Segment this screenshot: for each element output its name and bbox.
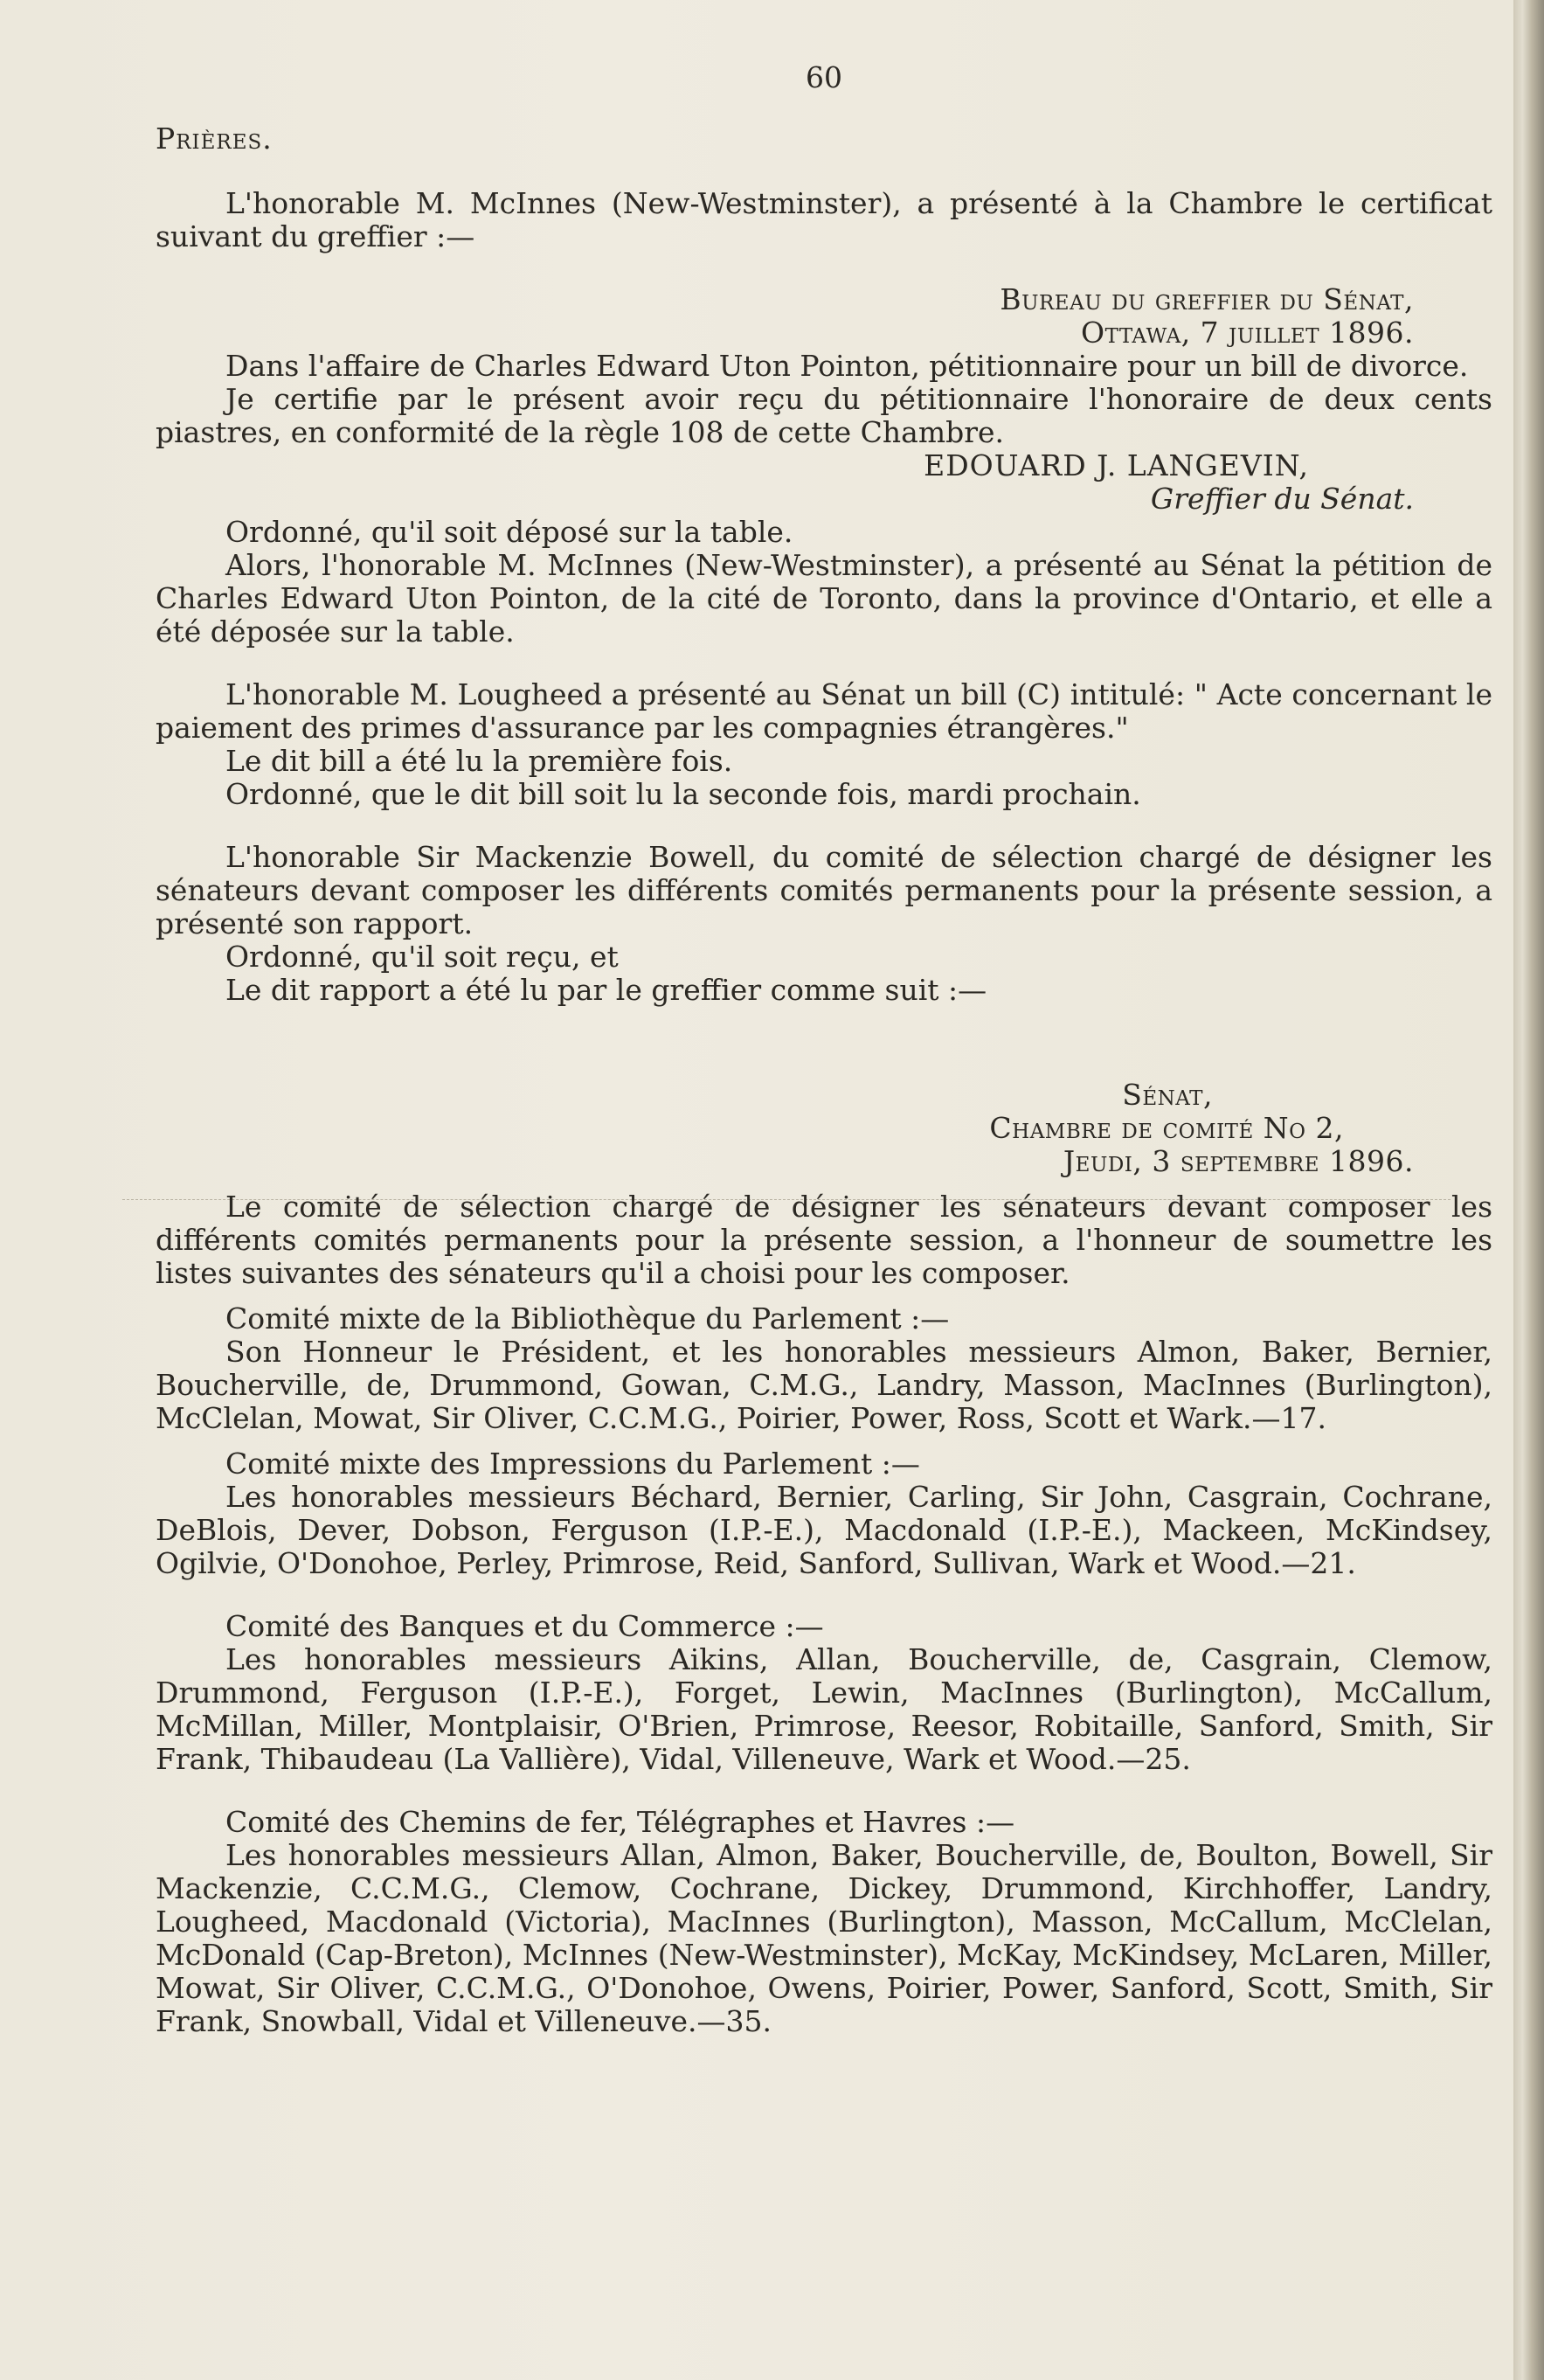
cert-body-2: Je certifie par le présent avoir reçu du pétitionnaire l'honoraire de deux cents piastres, en conformité de la règle 108 de cette Chambre. xyxy=(156,382,1492,449)
paragraph-bill-c: L'honorable M. Lougheed a présenté au Sénat un bill (C) intitulé: " Acte concernant le paiement des primes d'assurance par les compagnies étrangères." xyxy=(156,677,1492,745)
committee-members-banking: Les honorables messieurs Aikins, Allan, Boucherville, de, Casgrain, Clemow, Drummond, Ferguson (I.P.-E.), Forget, Lewin, MacInnes (Burlington), McCallum, McMillan, Miller, Montplaisir, O'Brien, Primrose, Reesor, Robitaille, Sanford, Smith, Sir Frank, Thibaudeau (La Vallière), Vidal, Villeneuve, Wark et Wood.—25. xyxy=(156,1642,1492,1776)
page-edge xyxy=(1513,0,1544,2380)
paragraph-certificate-intro: L'honorable M. McInnes (New-Westminster), a présenté à la Chambre le certificat suivant du greffier :— xyxy=(156,186,1492,253)
committee-members-printing: Les honorables messieurs Béchard, Bernier, Carling, Sir John, Casgrain, Cochrane, DeBlois, Dever, Dobson, Ferguson (I.P.-E.), Macdonald (I.P.-E.), Mackeen, McKindsey, Ogilvie, O'Donohoe, Perley, Primrose, Reid, Sanford, Sullivan, Wark et Wood.—21. xyxy=(156,1480,1492,1580)
cert-place-date: Ottawa, 7 juillet 1896. xyxy=(1081,316,1414,350)
paragraph-ordered-table: Ordonné, qu'il soit déposé sur la table. xyxy=(225,515,793,549)
committee-title-railways: Comité des Chemins de fer, Télégraphes et Havres :— xyxy=(225,1805,1015,1839)
cert-signature-title: Greffier du Sénat. xyxy=(1150,482,1414,516)
committee-title-banking: Comité des Banques et du Commerce :— xyxy=(225,1609,824,1643)
report-senate: Sénat, xyxy=(1122,1078,1213,1112)
paragraph-second-reading: Ordonné, que le dit bill soit lu la seconde fois, mardi prochain. xyxy=(225,777,1141,811)
section-heading: Prières. xyxy=(156,121,273,156)
committee-title-printing: Comité mixte des Impressions du Parlement :— xyxy=(225,1447,920,1481)
report-intro: Le comité de sélection chargé de désigner les sénateurs devant composer les différents comités permanents pour la présente session, a l'honneur de soumettre les listes suivantes des sénateurs qu'il a choisi pour les composer. xyxy=(156,1190,1492,1290)
cert-signature: EDOUARD J. LANGEVIN, xyxy=(924,448,1309,482)
paragraph-petition: Alors, l'honorable M. McInnes (New-Westminster), a présenté au Sénat la pétition de Charles Edward Uton Pointon, de la cité de Toronto, dans la province d'Ontario, et elle a été déposée sur la table. xyxy=(156,548,1492,649)
committee-members-library: Son Honneur le Président, et les honorables messieurs Almon, Baker, Bernier, Boucherville, de, Drummond, Gowan, C.M.G., Landry, Masson, MacInnes (Burlington), McClelan, Mowat, Sir Oliver, C.C.M.G., Poirier, Power, Ross, Scott et Wark.—17. xyxy=(156,1335,1492,1435)
paragraph-ordered-received: Ordonné, qu'il soit reçu, et xyxy=(225,940,619,974)
cert-body-1: Dans l'affaire de Charles Edward Uton Pointon, pétitionnaire pour un bill de divorce. xyxy=(225,349,1469,383)
report-room: Chambre de comité No 2, xyxy=(989,1111,1344,1145)
document-body xyxy=(156,61,1492,2038)
cert-office: Bureau du greffier du Sénat, xyxy=(1000,282,1414,316)
paragraph-selection-report: L'honorable Sir Mackenzie Bowell, du comité de sélection chargé de désigner les sénateurs devant composer les différents comités permanents pour la présente session, a présenté son rapport. xyxy=(156,840,1492,940)
paragraph-report-read: Le dit rapport a été lu par le greffier comme suit :— xyxy=(225,973,987,1007)
paragraph-first-reading: Le dit bill a été lu la première fois. xyxy=(225,744,733,778)
page-number: 60 xyxy=(806,60,842,94)
committee-members-railways: Les honorables messieurs Allan, Almon, Baker, Boucherville, de, Boulton, Bowell, Sir Mackenzie, C.C.M.G., Clemow, Cochrane, Dickey, Drummond, Kirchhoffer, Landry, Lougheed, Macdonald (Victoria), MacInnes (Burlington), Masson, McCallum, McClelan, McDonald (Cap-Breton), McInnes (New-Westminster), McKay, McKindsey, McLaren, Miller, Mowat, Sir Oliver, C.C.M.G., O'Donohoe, Owens, Poirier, Power, Sanford, Scott, Smith, Sir Frank, Snowball, Vidal et Villeneuve.—35. xyxy=(156,1838,1492,2038)
committee-title-library: Comité mixte de la Bibliothèque du Parlement :— xyxy=(225,1301,950,1336)
report-date: Jeudi, 3 septembre 1896. xyxy=(1063,1144,1414,1178)
